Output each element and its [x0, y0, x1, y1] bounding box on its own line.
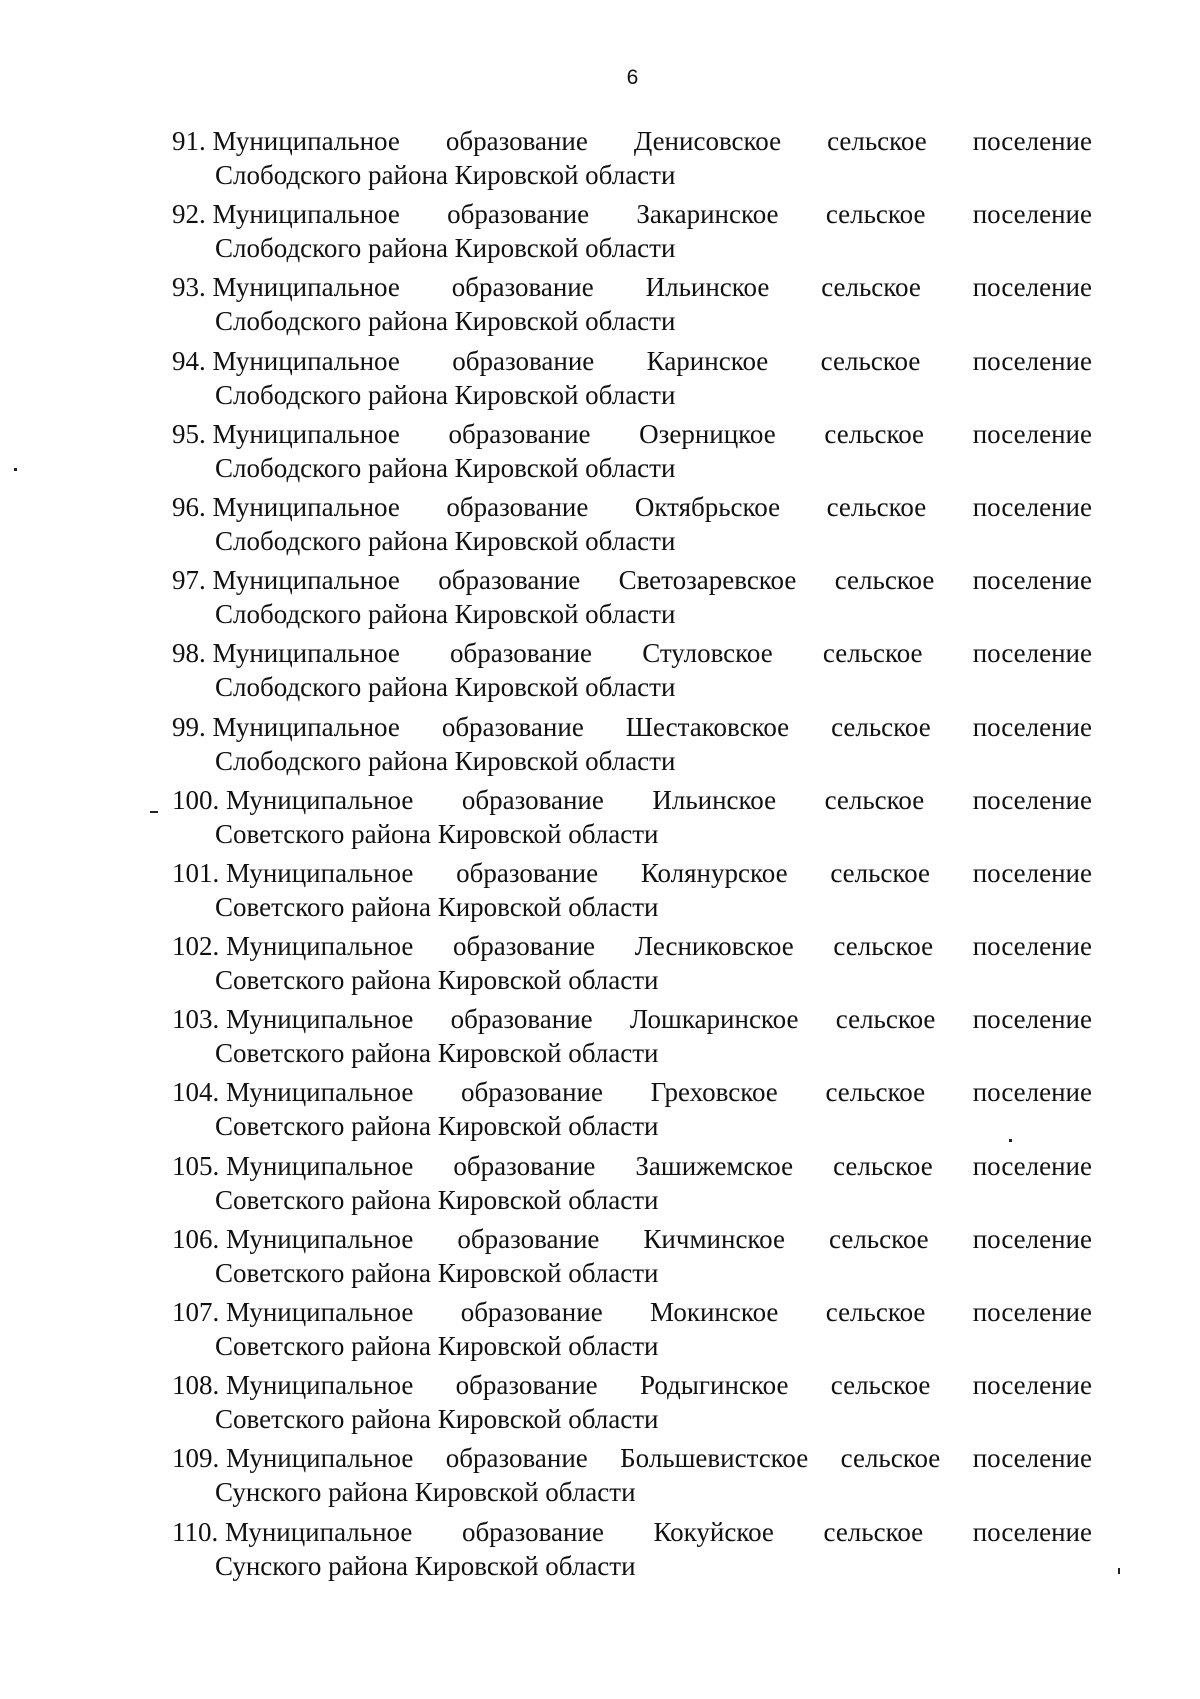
list-item-number-and-type	[172, 344, 400, 378]
scan-speck	[150, 811, 158, 813]
list-item-word: Греховское	[650, 1077, 778, 1108]
list-item-number: 98.	[172, 638, 206, 669]
list-item-word: Кичминское	[643, 1223, 785, 1254]
list-item-first-line	[172, 856, 1092, 890]
list-item-number: 102.	[172, 931, 220, 962]
list-item-word: поселение	[972, 784, 1092, 815]
list-item	[172, 1368, 1092, 1441]
list-item-first-line	[172, 1222, 1092, 1256]
municipality-list	[172, 124, 1092, 1588]
list-item-word: Муниципальное	[226, 1077, 414, 1108]
list-item-word: поселение	[972, 1150, 1092, 1181]
list-item-word: Муниципальное	[212, 565, 400, 596]
list-item-word: Муниципальное	[226, 1223, 414, 1254]
list-item-word: Муниципальное	[226, 931, 414, 962]
list-item-number-and-type	[172, 856, 413, 890]
list-item	[172, 1002, 1092, 1075]
list-item-first-line	[172, 710, 1092, 744]
list-item-number: 97.	[172, 565, 206, 596]
list-item-word: поселение	[972, 418, 1092, 449]
list-item-number: 95.	[172, 418, 206, 449]
list-item-number: 94.	[172, 345, 206, 376]
list-item-number: 96.	[172, 491, 206, 522]
list-item-first-line	[172, 1368, 1092, 1402]
list-item-word: Ильинское	[645, 272, 770, 303]
list-item-word: поселение	[972, 638, 1092, 669]
list-item-number-and-type	[172, 636, 400, 670]
list-item-word: Колянурское	[640, 857, 788, 888]
list-item-number-and-type	[172, 490, 400, 524]
list-item-word: Каринское	[646, 345, 769, 376]
list-item-word: Муниципальное	[212, 126, 400, 156]
list-item-word: Муниципальное	[226, 1370, 414, 1401]
list-item	[172, 710, 1092, 783]
list-item-first-line	[172, 1149, 1092, 1183]
list-item-second-line: Слободского района Кировской области	[215, 160, 676, 190]
list-item-word: сельское	[821, 272, 921, 303]
list-item-word: образование	[461, 1077, 603, 1108]
list-item-first-line	[172, 1295, 1092, 1329]
list-item-word: Родыгинское	[639, 1370, 789, 1401]
list-item-second-line: Слободского района Кировской области	[215, 745, 676, 776]
list-item-second-line: Сунского района Кировской области	[215, 1477, 636, 1508]
list-item-number-and-type	[172, 1441, 413, 1475]
list-item-word: образование	[453, 931, 596, 962]
list-item-second-line: Советского района Кировской области	[215, 891, 659, 922]
scan-speck	[14, 468, 17, 471]
list-item-word: поселение	[972, 711, 1092, 742]
list-item-word: образование	[455, 1370, 598, 1401]
list-item-second-line: Слободского района Кировской области	[215, 672, 676, 703]
list-item-word: Муниципальное	[226, 857, 414, 888]
list-item-word: образование	[448, 418, 591, 449]
list-item	[172, 1222, 1092, 1295]
list-item-first-line	[172, 344, 1092, 378]
list-item-word: Муниципальное	[212, 491, 400, 522]
list-item-word: Муниципальное	[212, 711, 400, 742]
list-item-word: образование	[447, 199, 590, 230]
list-item-word: поселение	[972, 345, 1092, 376]
list-item-word: образование	[445, 1443, 588, 1474]
list-item-number-and-type	[172, 1002, 413, 1036]
list-item-first-line	[172, 1441, 1092, 1475]
list-item-second-line: Советского района Кировской области	[215, 818, 659, 849]
list-item-word: Муниципальное	[212, 345, 400, 376]
list-item-first-line	[172, 124, 1092, 158]
list-item-word: Муниципальное	[212, 199, 400, 230]
list-item-first-line	[172, 783, 1092, 817]
list-item-word: Муниципальное	[212, 638, 400, 669]
list-item	[172, 783, 1092, 856]
list-item-number: 101.	[172, 857, 220, 888]
list-item-number: 100.	[172, 784, 220, 815]
list-item	[172, 1295, 1092, 1368]
list-item-word: Закаринское	[636, 199, 779, 230]
list-item-number-and-type	[172, 197, 400, 231]
list-item-second-line: Советского района Кировской области	[215, 1331, 659, 1361]
list-item-number-and-type	[172, 1149, 413, 1183]
list-item-first-line	[172, 929, 1092, 963]
list-item-word: сельское	[823, 1516, 924, 1547]
list-item-word: сельское	[835, 1004, 936, 1035]
list-item-word: образование	[446, 491, 589, 522]
list-item-word: Большевистское	[620, 1443, 809, 1474]
list-item-number-and-type	[172, 417, 400, 451]
list-item-second-line: Советского района Кировской области	[215, 1111, 659, 1142]
list-item	[172, 490, 1092, 563]
list-item	[172, 197, 1092, 270]
list-item-word: образование	[460, 1297, 603, 1327]
list-item-number-and-type	[172, 124, 400, 158]
list-item-word: образование	[461, 784, 604, 815]
list-item-word: поселение	[972, 857, 1092, 888]
list-item-number-and-type	[172, 1368, 413, 1402]
list-item-number-and-type	[172, 710, 400, 744]
list-item-second-line: Слободского района Кировской области	[215, 525, 676, 556]
list-item-word: Муниципальное	[212, 418, 400, 449]
list-item-word: поселение	[972, 199, 1092, 230]
list-item-word: Кокуйское	[653, 1516, 774, 1547]
list-item-word: образование	[445, 126, 588, 156]
list-item-number-and-type	[172, 1075, 413, 1109]
list-item-word: сельское	[833, 931, 934, 962]
list-item-second-line: Советского района Кировской области	[215, 1404, 659, 1435]
list-item-number: 110.	[172, 1516, 219, 1547]
list-item-word: сельское	[829, 1223, 929, 1254]
list-item-word: Озерницкое	[639, 418, 776, 449]
list-item	[172, 1149, 1092, 1222]
list-item-word: сельское	[825, 199, 926, 230]
list-item-second-line: Слободского района Кировской области	[215, 599, 676, 630]
list-item-first-line	[172, 636, 1092, 670]
list-item-number: 103.	[172, 1004, 220, 1035]
list-item-word: Муниципальное	[226, 1297, 414, 1327]
list-item	[172, 344, 1092, 417]
list-item-second-line: Слободского района Кировской области	[215, 452, 676, 483]
list-item-first-line	[172, 563, 1092, 597]
list-item-word: сельское	[830, 1370, 931, 1401]
list-item-word: Муниципальное	[226, 1443, 414, 1474]
list-item-word: сельское	[830, 857, 930, 888]
list-item-word: Шестаковское	[625, 711, 790, 742]
list-item-number: 107.	[172, 1297, 220, 1327]
list-item-first-line	[172, 1002, 1092, 1036]
scan-speck	[1118, 1568, 1120, 1574]
list-item-number-and-type	[172, 1295, 413, 1329]
list-item	[172, 636, 1092, 709]
list-item-word: Стуловское	[642, 638, 773, 669]
list-item-word: Муниципальное	[226, 784, 414, 815]
list-item-word: Муниципальное	[212, 272, 400, 303]
list-item-number: 105.	[172, 1150, 220, 1181]
list-item-word: поселение	[972, 126, 1092, 156]
list-item-word: Лошкаринское	[629, 1004, 799, 1035]
list-item	[172, 270, 1092, 343]
list-item-second-line: Слободского района Кировской области	[215, 379, 676, 410]
list-item-word: сельское	[822, 638, 923, 669]
list-item-word: сельское	[824, 418, 925, 449]
list-item-number-and-type	[172, 563, 400, 597]
list-item-word: поселение	[972, 1516, 1092, 1547]
list-item-second-line: Советского района Кировской области	[215, 1257, 659, 1288]
list-item-first-line	[172, 417, 1092, 451]
list-item-second-line: Слободского района Кировской области	[215, 233, 676, 264]
list-item	[172, 417, 1092, 490]
list-item-word: образование	[456, 857, 599, 888]
list-item-number-and-type	[172, 929, 413, 963]
list-item-number-and-type	[172, 783, 413, 817]
list-item-word: образование	[452, 345, 595, 376]
list-item-word: Денисовское	[633, 126, 782, 156]
list-item-word: сельское	[840, 1443, 941, 1474]
list-item-second-line: Слободского района Кировской области	[215, 306, 676, 337]
list-item-word: образование	[441, 711, 584, 742]
list-item-number: 104.	[172, 1077, 220, 1108]
list-item-word: сельское	[826, 491, 927, 522]
list-item-word: поселение	[972, 1370, 1092, 1401]
list-item-word: Лесниковское	[634, 931, 794, 962]
list-item-first-line	[172, 1075, 1092, 1109]
list-item-word: образование	[450, 638, 593, 669]
list-item-word: Ильинское	[652, 784, 777, 815]
list-item-number: 108.	[172, 1370, 220, 1401]
page-number: 6	[626, 66, 639, 89]
list-item-word: Светозаревское	[618, 565, 797, 596]
list-item-second-line: Советского района Кировской области	[215, 1184, 659, 1215]
list-item-number: 91.	[172, 126, 206, 156]
list-item-word: поселение	[972, 491, 1092, 522]
list-item-word: Зашижемское	[635, 1150, 794, 1181]
list-item-word: Октябрьское	[634, 491, 781, 522]
list-item-word: поселение	[972, 1004, 1092, 1035]
list-item-word: образование	[461, 1516, 604, 1547]
list-item-number-and-type	[172, 1515, 412, 1549]
list-item-first-line	[172, 270, 1092, 304]
list-item-word: образование	[457, 1223, 600, 1254]
list-item-number: 93.	[172, 272, 206, 303]
list-item-number-and-type	[172, 270, 400, 304]
list-item-number: 92.	[172, 199, 206, 230]
list-item-word: образование	[451, 272, 594, 303]
list-item-word: поселение	[972, 1077, 1092, 1108]
list-item-first-line	[172, 197, 1092, 231]
list-item-word: поселение	[972, 1443, 1092, 1474]
list-item-second-line: Советского района Кировской области	[215, 965, 659, 996]
list-item-number: 99.	[172, 711, 206, 742]
list-item-first-line	[172, 1515, 1092, 1549]
list-item-word: сельское	[825, 1297, 926, 1327]
list-item-word: образование	[453, 1150, 596, 1181]
list-item	[172, 1075, 1092, 1148]
list-item-number: 109.	[172, 1443, 220, 1474]
scan-speck	[1009, 1139, 1012, 1142]
list-item-first-line	[172, 490, 1092, 524]
list-item-word: Муниципальное	[225, 1516, 413, 1547]
list-item-word: сельское	[831, 711, 931, 742]
list-item-word: поселение	[972, 1297, 1092, 1327]
list-item-word: образование	[450, 1004, 593, 1035]
list-item-word: сельское	[833, 1150, 933, 1181]
list-item-word: сельское	[825, 1077, 926, 1108]
list-item-word: поселение	[972, 565, 1092, 596]
list-item-word: Муниципальное	[226, 1004, 414, 1035]
list-item-word: образование	[438, 565, 581, 596]
list-item-number-and-type	[172, 1222, 413, 1256]
list-item-word: Муниципальное	[226, 1150, 414, 1181]
list-item-second-line: Сунского района Кировской области	[215, 1550, 636, 1581]
list-item	[172, 856, 1092, 929]
list-item-word: сельское	[827, 126, 927, 156]
list-item-word: сельское	[834, 565, 935, 596]
list-item-word: Мокинское	[650, 1297, 779, 1327]
list-item-word: сельское	[820, 345, 921, 376]
list-item-word: поселение	[972, 1223, 1092, 1254]
list-item	[172, 1515, 1092, 1588]
list-item-word: поселение	[972, 931, 1092, 962]
list-item	[172, 124, 1092, 197]
list-item	[172, 563, 1092, 636]
list-item-second-line: Советского района Кировской области	[215, 1038, 659, 1069]
list-item-number: 106.	[172, 1223, 220, 1254]
list-item	[172, 1441, 1092, 1514]
list-item	[172, 929, 1092, 1002]
list-item-word: поселение	[972, 272, 1092, 303]
list-item-word: сельское	[824, 784, 925, 815]
